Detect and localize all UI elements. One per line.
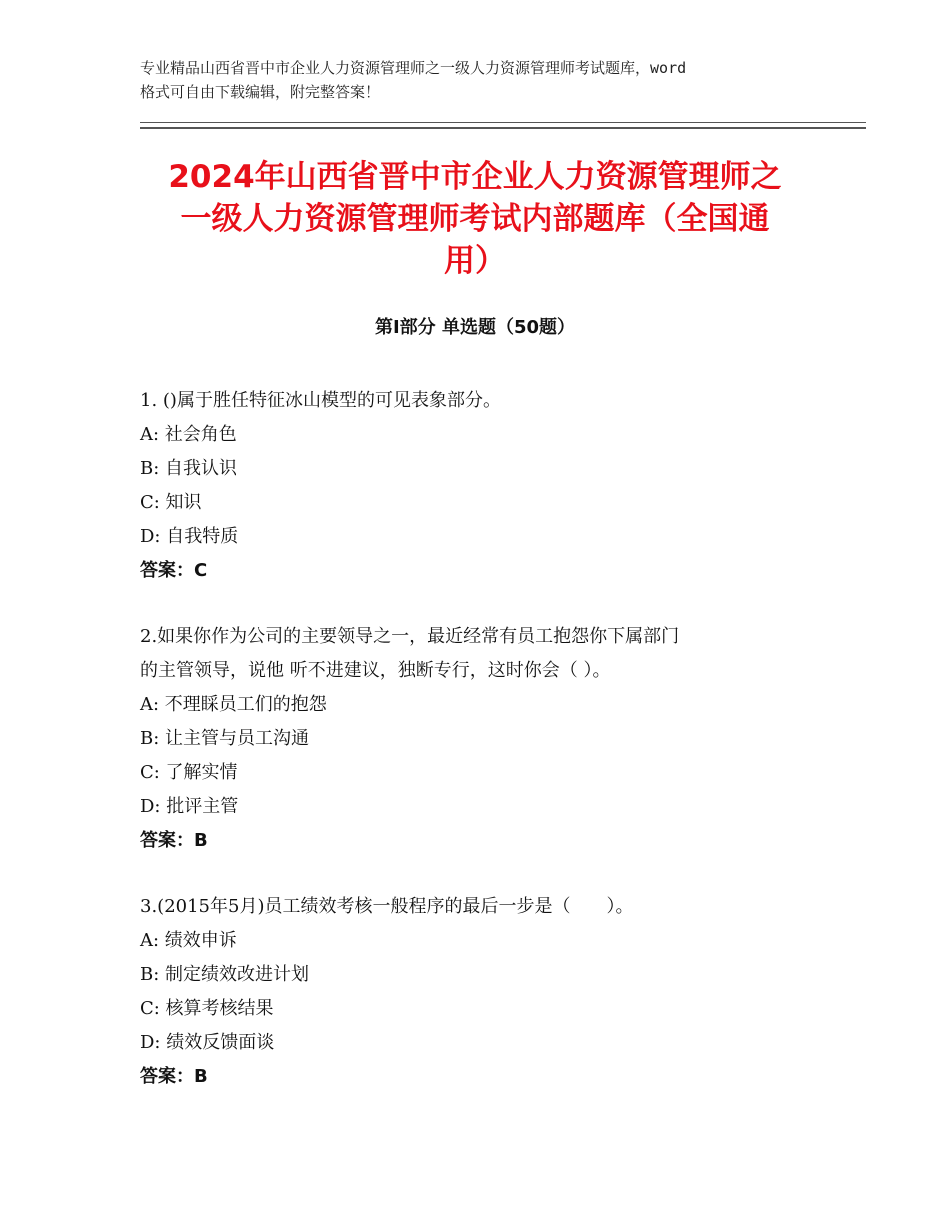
- option-a: A: 社会角色: [140, 424, 237, 445]
- document-title: [140, 156, 810, 282]
- question-1: [140, 384, 820, 588]
- header-note-line-1: 专业精品山西省晋中市企业人力资源管理师之一级人力资源管理师考试题库，word: [140, 59, 687, 77]
- option-d: D: 自我特质: [140, 526, 239, 547]
- option-c: C: 核算考核结果: [140, 998, 274, 1019]
- question-3: [140, 890, 820, 1094]
- question-stem: 2.如果你作为公司的主要领导之一，最近经常有员工抱怨你下属部门: [140, 626, 680, 647]
- question-stem: 1. ()属于胜任特征冰山模型的可见表象部分。: [140, 390, 501, 411]
- answer: 答案：C: [140, 560, 208, 581]
- answer: 答案：B: [140, 1066, 208, 1087]
- option-a: A: 不理睬员工们的抱怨: [140, 694, 327, 715]
- title-line-1: 2024年山西省晋中市企业人力资源管理师之: [168, 159, 782, 195]
- title-line-3: 用）: [444, 243, 506, 279]
- header-divider-thick: [140, 127, 866, 129]
- option-b: B: 制定绩效改进计划: [140, 964, 310, 985]
- option-b: B: 自我认识: [140, 458, 238, 479]
- option-c: C: 知识: [140, 492, 202, 513]
- header-note: [140, 56, 820, 104]
- question-2: [140, 620, 820, 858]
- question-stem: 3.(2015年5月)员工绩效考核一般程序的最后一步是（ ）。: [140, 896, 634, 917]
- answer: 答案：B: [140, 830, 208, 851]
- option-c: C: 了解实情: [140, 762, 238, 783]
- option-b: B: 让主管与员工沟通: [140, 728, 310, 749]
- question-stem-continued: 的主管领导，说他 听不进建议，独断专行，这时你会（ ）。: [140, 660, 611, 681]
- header-divider-thin: [140, 122, 866, 123]
- header-note-line-2: 格式可自由下载编辑，附完整答案！: [140, 83, 381, 101]
- title-line-2: 一级人力资源管理师考试内部题库（全国通: [180, 201, 770, 237]
- option-d: D: 绩效反馈面谈: [140, 1032, 275, 1053]
- option-d: D: 批评主管: [140, 796, 239, 817]
- question-list: [140, 384, 820, 1126]
- option-a: A: 绩效申诉: [140, 930, 237, 951]
- section-title: 第Ⅰ部分 单选题（50题）: [374, 317, 575, 338]
